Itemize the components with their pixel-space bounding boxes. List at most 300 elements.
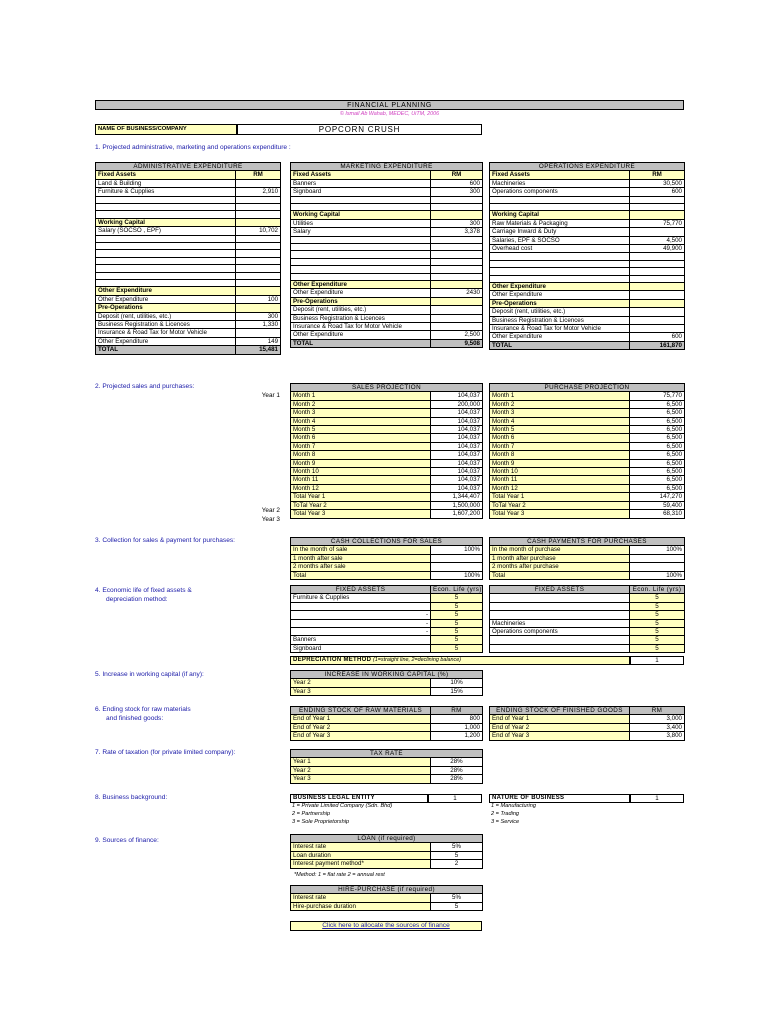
table-row <box>291 434 483 442</box>
copyright-text: © Ismail Ab Wahab, MEDEC, UiTM, 2006 <box>339 111 440 117</box>
table-header <box>291 707 483 715</box>
asset-life[interactable]: 5 <box>630 636 685 644</box>
table-header <box>490 384 685 392</box>
asset-life[interactable]: 5 <box>431 636 483 644</box>
item-label: Machineries <box>490 179 630 187</box>
item-value[interactable] <box>236 204 281 211</box>
item-value[interactable] <box>630 325 685 333</box>
item-value[interactable]: 2,910 <box>236 188 281 196</box>
row-value[interactable]: 6,500 <box>630 434 685 442</box>
table-row <box>490 571 685 579</box>
row-label: Month 4 <box>490 417 630 425</box>
table-header <box>291 835 483 843</box>
item-value[interactable] <box>431 204 483 211</box>
row-label: Month 9 <box>490 459 630 467</box>
total-value: 161,870 <box>630 341 685 349</box>
table-row <box>291 501 483 509</box>
table-row <box>291 417 483 425</box>
row-label: Month 11 <box>490 476 630 484</box>
total-row <box>490 341 685 349</box>
table-row <box>291 306 483 314</box>
row-value[interactable]: 6,500 <box>630 400 685 408</box>
row-value[interactable]: 104,037 <box>431 468 483 476</box>
row-label: Month 7 <box>490 442 630 450</box>
row-value[interactable]: 1,607,200 <box>431 510 483 518</box>
item-value[interactable] <box>630 291 685 299</box>
item-value[interactable] <box>630 260 685 267</box>
depreciation-method-value[interactable]: 1 <box>630 656 684 665</box>
item-value[interactable]: 2430 <box>431 289 483 297</box>
item-value[interactable] <box>431 251 483 258</box>
table-row <box>96 211 281 218</box>
asset-life[interactable]: 5 <box>431 594 483 602</box>
allocate-finance-link[interactable] <box>290 921 482 931</box>
row-label: Month 3 <box>490 409 630 417</box>
asset-life[interactable]: 5 <box>630 628 685 636</box>
table-row <box>490 451 685 459</box>
item-value[interactable] <box>236 211 281 218</box>
item-value[interactable] <box>630 253 685 260</box>
pre-operations-label: Pre-Operations <box>291 297 431 305</box>
item-label <box>490 253 630 260</box>
row-value[interactable]: 6,500 <box>630 459 685 467</box>
fixed-assets-label: Fixed Assets <box>96 171 236 179</box>
item-label: Deposit (rent, utilities, etc.) <box>490 308 630 316</box>
row-label: Month 6 <box>490 434 630 442</box>
row-value[interactable]: 5% <box>431 894 483 902</box>
row-label: Year 2 <box>291 766 431 774</box>
table-row <box>490 476 685 484</box>
item-value[interactable]: 600 <box>630 188 685 196</box>
table-title: CASH PAYMENTS FOR PURCHASES <box>490 538 685 546</box>
row-value[interactable]: 5 <box>431 902 483 910</box>
row-label: In the month of purchase <box>490 546 630 554</box>
item-label: Utilities <box>291 219 431 227</box>
row-value[interactable]: 100% <box>431 571 483 579</box>
row-label: Year 3 <box>291 775 431 783</box>
table-row <box>490 459 685 467</box>
table-row <box>291 273 483 280</box>
item-value[interactable] <box>630 308 685 316</box>
asset-life[interactable]: 5 <box>431 611 483 619</box>
year-2-label: Year 2 <box>261 507 280 514</box>
item-label: Salary (SOCSO , EPF) <box>96 227 236 235</box>
legal-entity-option-2: 2 = Partnership <box>292 811 331 817</box>
item-value[interactable] <box>236 235 281 242</box>
item-value[interactable] <box>431 323 483 331</box>
item-value[interactable]: 100 <box>236 295 281 303</box>
table-row <box>490 636 685 644</box>
item-value[interactable]: 1,330 <box>236 320 281 328</box>
table-row <box>96 279 281 286</box>
item-label <box>96 235 236 242</box>
table-header <box>490 163 685 171</box>
item-value[interactable] <box>630 196 685 203</box>
row-value[interactable]: 104,037 <box>431 434 483 442</box>
table-row <box>291 179 483 187</box>
table-row <box>291 251 483 258</box>
table-row <box>490 417 685 425</box>
table-row <box>490 400 685 408</box>
table-row <box>96 235 281 242</box>
row-label: Total Year 1 <box>291 493 431 501</box>
table-header <box>490 538 685 546</box>
legal-entity-label: BUSINESS LEGAL ENTITY <box>290 794 428 803</box>
item-label: Business Registration & Licences <box>96 320 236 328</box>
table-row <box>490 188 685 196</box>
rm-label: RM <box>431 171 483 179</box>
table-row <box>490 316 685 324</box>
item-value[interactable] <box>431 258 483 265</box>
table-header <box>96 163 281 171</box>
row-value[interactable]: 15% <box>431 687 483 695</box>
item-label <box>490 204 630 211</box>
table-row <box>490 644 685 652</box>
row-value[interactable]: 100% <box>630 571 685 579</box>
table-title: FIXED ASSETS <box>490 586 630 594</box>
asset-name: - <box>291 611 431 619</box>
table-row <box>291 219 483 227</box>
table-row <box>96 243 281 250</box>
asset-life[interactable]: 5 <box>431 628 483 636</box>
row-value[interactable]: 5 <box>431 851 483 859</box>
asset-name: Banners <box>291 636 431 644</box>
table-row <box>490 510 685 518</box>
item-label <box>96 272 236 279</box>
other-expenditure-label: Other Expenditure <box>291 280 431 288</box>
question-5: 5. Increase in working capital (if any): <box>95 671 204 678</box>
asset-life[interactable]: 5 <box>630 602 685 610</box>
row-value[interactable]: 6,500 <box>630 468 685 476</box>
row-value[interactable]: 28% <box>431 758 483 766</box>
item-value[interactable] <box>236 179 281 187</box>
row-value[interactable]: 75,770 <box>630 392 685 400</box>
row-label: 2 months after purchase <box>490 563 630 571</box>
table-row <box>96 265 281 272</box>
item-label: Land & Building <box>96 179 236 187</box>
total-value: 9,508 <box>431 339 483 347</box>
asset-life[interactable]: 5 <box>431 619 483 627</box>
item-label: Deposit (rent, utilities, etc.) <box>291 306 431 314</box>
total-row <box>291 339 483 347</box>
row-label: Month 4 <box>291 417 431 425</box>
table-row <box>96 295 281 303</box>
table-header <box>490 586 685 594</box>
row-label: Month 2 <box>291 400 431 408</box>
row-value[interactable] <box>431 563 483 571</box>
page-title: FINANCIAL PLANNING <box>95 100 684 110</box>
econ-life-label: Econ. Life (yrs) <box>630 586 685 594</box>
legal-entity-value[interactable]: 1 <box>428 794 482 803</box>
row-label: Total Year 3 <box>490 510 630 518</box>
allocate-finance-link-text[interactable]: Click here to allocate the sources of finance <box>322 922 450 929</box>
row-value[interactable]: 104,037 <box>431 476 483 484</box>
item-label: Other Expenditure <box>490 291 630 299</box>
row-label: End of Year 2 <box>490 723 630 731</box>
row-value[interactable]: 6,500 <box>630 476 685 484</box>
row-value[interactable]: 104,037 <box>431 459 483 467</box>
question-2: 2. Projected sales and purchases: <box>95 383 195 390</box>
item-value[interactable] <box>431 306 483 314</box>
question-1: 1. Projected administrative, marketing and operations expenditure : <box>95 144 291 151</box>
item-label: Insurance & Road Tax for Motor Vehicle <box>291 323 431 331</box>
item-value[interactable]: 2,500 <box>431 331 483 339</box>
table-row <box>490 204 685 211</box>
table-title: MARKETING EXPENDITURE <box>291 163 483 171</box>
item-label: Deposit (rent, utilities, etc.) <box>96 312 236 320</box>
row-value[interactable]: 6,500 <box>630 484 685 492</box>
item-label: Overhead cost <box>490 245 630 253</box>
item-value[interactable]: 300 <box>431 219 483 227</box>
table-row <box>490 594 685 602</box>
row-value[interactable]: 1,000 <box>431 723 483 731</box>
section-header <box>490 171 685 179</box>
item-value[interactable]: 4,500 <box>630 236 685 244</box>
nature-of-business-value[interactable]: 1 <box>630 794 684 803</box>
rm-label: RM <box>236 171 281 179</box>
item-label <box>96 250 236 257</box>
item-value[interactable]: 149 <box>236 337 281 345</box>
row-value[interactable]: 6,500 <box>630 451 685 459</box>
row-value[interactable]: 1,500,000 <box>431 501 483 509</box>
section-header <box>291 211 483 219</box>
item-label: Operations components <box>490 188 630 196</box>
asset-name: Operations components <box>490 628 630 636</box>
asset-life[interactable]: 5 <box>630 611 685 619</box>
table-cell <box>236 218 281 226</box>
table-row <box>490 493 685 501</box>
table-title: SALES PROJECTION <box>291 384 483 392</box>
row-value[interactable]: 104,037 <box>431 451 483 459</box>
table-header <box>291 750 483 758</box>
table-row <box>291 715 483 723</box>
table-row <box>490 426 685 434</box>
table-row <box>490 715 685 723</box>
item-label <box>291 236 431 243</box>
nature-option-2: 2 = Trading <box>491 811 520 817</box>
row-value[interactable]: 147,270 <box>630 493 685 501</box>
row-label: Year 1 <box>291 758 431 766</box>
item-value[interactable] <box>431 244 483 251</box>
row-value[interactable]: 59,400 <box>630 501 685 509</box>
row-value[interactable]: 6,500 <box>630 417 685 425</box>
table-row <box>490 236 685 244</box>
item-value[interactable] <box>431 196 483 203</box>
row-label: ToTal Year 2 <box>291 501 431 509</box>
section-header <box>490 283 685 291</box>
table-row <box>291 766 483 774</box>
row-label: Month 8 <box>490 451 630 459</box>
working-capital-label: Working Capital <box>96 218 236 226</box>
row-label: Month 2 <box>490 400 630 408</box>
row-label: Total Year 1 <box>490 493 630 501</box>
table-row <box>291 902 483 910</box>
row-value[interactable]: 104,037 <box>431 426 483 434</box>
item-value[interactable] <box>431 236 483 243</box>
row-value[interactable]: 100% <box>431 546 483 554</box>
item-label <box>490 268 630 275</box>
question-7: 7. Rate of taxation (for private limited company): <box>95 749 236 756</box>
row-value[interactable]: 28% <box>431 766 483 774</box>
table-header <box>291 586 483 594</box>
row-value[interactable]: 6,500 <box>630 426 685 434</box>
table-row <box>291 236 483 243</box>
table-cell <box>236 304 281 312</box>
table-row <box>291 459 483 467</box>
asset-name: Furniture & Cupplies <box>291 594 431 602</box>
section-header <box>291 171 483 179</box>
fixed-assets-label: Fixed Assets <box>291 171 431 179</box>
item-value[interactable] <box>236 243 281 250</box>
asset-life[interactable]: 5 <box>431 644 483 652</box>
row-value[interactable]: 6,500 <box>630 409 685 417</box>
row-value[interactable]: 104,037 <box>431 442 483 450</box>
item-value[interactable]: 3,378 <box>431 228 483 236</box>
table-cell <box>630 299 685 307</box>
table-cell <box>236 287 281 295</box>
item-value[interactable] <box>236 329 281 337</box>
item-value[interactable]: 49,900 <box>630 245 685 253</box>
row-value[interactable]: 200,000 <box>431 400 483 408</box>
row-value[interactable] <box>431 554 483 562</box>
row-value[interactable]: 1,200 <box>431 732 483 740</box>
table-row <box>490 563 685 571</box>
asset-life[interactable]: 5 <box>630 594 685 602</box>
table-row <box>291 451 483 459</box>
row-value[interactable]: 68,310 <box>630 510 685 518</box>
item-value[interactable] <box>630 316 685 324</box>
row-value[interactable]: 2 <box>431 860 483 868</box>
asset-name <box>291 602 431 610</box>
asset-life[interactable]: 5 <box>630 644 685 652</box>
row-label: Month 6 <box>291 434 431 442</box>
table-row <box>490 611 685 619</box>
row-value[interactable]: 1,344,407 <box>431 493 483 501</box>
table-row <box>96 337 281 345</box>
table-row <box>291 611 483 619</box>
row-value[interactable]: 104,037 <box>431 392 483 400</box>
item-value[interactable]: 600 <box>630 333 685 341</box>
item-label: Banners <box>291 179 431 187</box>
item-value[interactable] <box>236 279 281 286</box>
item-value[interactable] <box>236 265 281 272</box>
other-expenditure-label: Other Expenditure <box>96 287 236 295</box>
row-value[interactable]: 6,500 <box>630 442 685 450</box>
item-value[interactable]: 75,770 <box>630 219 685 227</box>
table-row <box>291 860 483 868</box>
row-label: 1 month after sale <box>291 554 431 562</box>
working-capital-label: Working Capital <box>291 211 431 219</box>
row-label: Month 1 <box>490 392 630 400</box>
table-row <box>96 179 281 187</box>
table-row <box>291 554 483 562</box>
item-label <box>291 251 431 258</box>
section-header <box>96 218 281 226</box>
row-label: ToTal Year 2 <box>490 501 630 509</box>
row-value[interactable]: 104,037 <box>431 484 483 492</box>
item-label <box>96 196 236 203</box>
table-header <box>291 671 483 679</box>
item-label <box>96 265 236 272</box>
row-value[interactable]: 104,037 <box>431 417 483 425</box>
table-row <box>291 228 483 236</box>
row-label: Interest payment method* <box>291 860 431 868</box>
nature-option-3: 3 = Service <box>491 819 520 825</box>
item-value[interactable]: 30,500 <box>630 179 685 187</box>
nature-option-1: 1 = Manufacturing <box>491 803 536 809</box>
item-value[interactable] <box>236 257 281 264</box>
depreciation-label-text: DEPRECIATION METHOD <box>293 657 372 663</box>
table-row <box>291 314 483 322</box>
item-label: Other Expenditure <box>96 337 236 345</box>
item-value[interactable] <box>431 273 483 280</box>
item-value[interactable] <box>236 272 281 279</box>
item-label <box>96 243 236 250</box>
asset-name <box>490 644 630 652</box>
table-row <box>291 289 483 297</box>
item-value[interactable] <box>630 204 685 211</box>
table-row <box>96 227 281 235</box>
business-name-field[interactable]: POPCORN CRUSH <box>237 124 482 135</box>
asset-life[interactable]: 5 <box>630 619 685 627</box>
item-value[interactable] <box>431 314 483 322</box>
table-title: ENDING STOCK OF RAW MATERIALS <box>291 707 431 715</box>
table-row <box>96 257 281 264</box>
table-row <box>96 312 281 320</box>
table-title: ADMINISTRATIVE EXPENDITURE <box>96 163 281 171</box>
rm-label: RM <box>630 171 685 179</box>
item-label <box>490 260 630 267</box>
row-value[interactable]: 28% <box>431 775 483 783</box>
item-label: Furniture & Cupplies <box>96 188 236 196</box>
depreciation-note-text: (1=straight line, 2=declining balance) <box>372 657 462 663</box>
item-label: Salary <box>291 228 431 236</box>
row-value[interactable]: 800 <box>431 715 483 723</box>
row-value[interactable]: 3,800 <box>630 732 685 740</box>
row-value[interactable] <box>630 563 685 571</box>
section-header <box>291 297 483 305</box>
row-value[interactable]: 5% <box>431 843 483 851</box>
asset-life[interactable]: 5 <box>431 602 483 610</box>
item-value[interactable] <box>431 266 483 273</box>
item-label: Other Expenditure <box>291 331 431 339</box>
item-value[interactable] <box>630 275 685 282</box>
row-label: Month 10 <box>490 468 630 476</box>
row-value[interactable]: 3,400 <box>630 723 685 731</box>
item-value[interactable] <box>630 268 685 275</box>
item-label: Salaries, EPF & SOCSO <box>490 236 630 244</box>
table-row <box>96 272 281 279</box>
row-value[interactable] <box>630 554 685 562</box>
table-row <box>490 409 685 417</box>
row-value[interactable]: 100% <box>630 546 685 554</box>
table-title: HIRE-PURCHASE (if required) <box>291 886 483 894</box>
item-value[interactable]: 300 <box>431 188 483 196</box>
row-value[interactable]: 104,037 <box>431 409 483 417</box>
item-value[interactable] <box>630 228 685 236</box>
table-row <box>490 723 685 731</box>
row-value[interactable]: 10% <box>431 679 483 687</box>
item-value[interactable] <box>236 250 281 257</box>
item-value[interactable]: 10,702 <box>236 227 281 235</box>
row-value[interactable]: 3,000 <box>630 715 685 723</box>
item-value[interactable]: 300 <box>236 312 281 320</box>
year-1-label: Year 1 <box>261 392 280 399</box>
item-value[interactable]: 600 <box>431 179 483 187</box>
table-row <box>291 851 483 859</box>
item-value[interactable] <box>236 196 281 203</box>
working-capital-label: Working Capital <box>490 211 630 219</box>
